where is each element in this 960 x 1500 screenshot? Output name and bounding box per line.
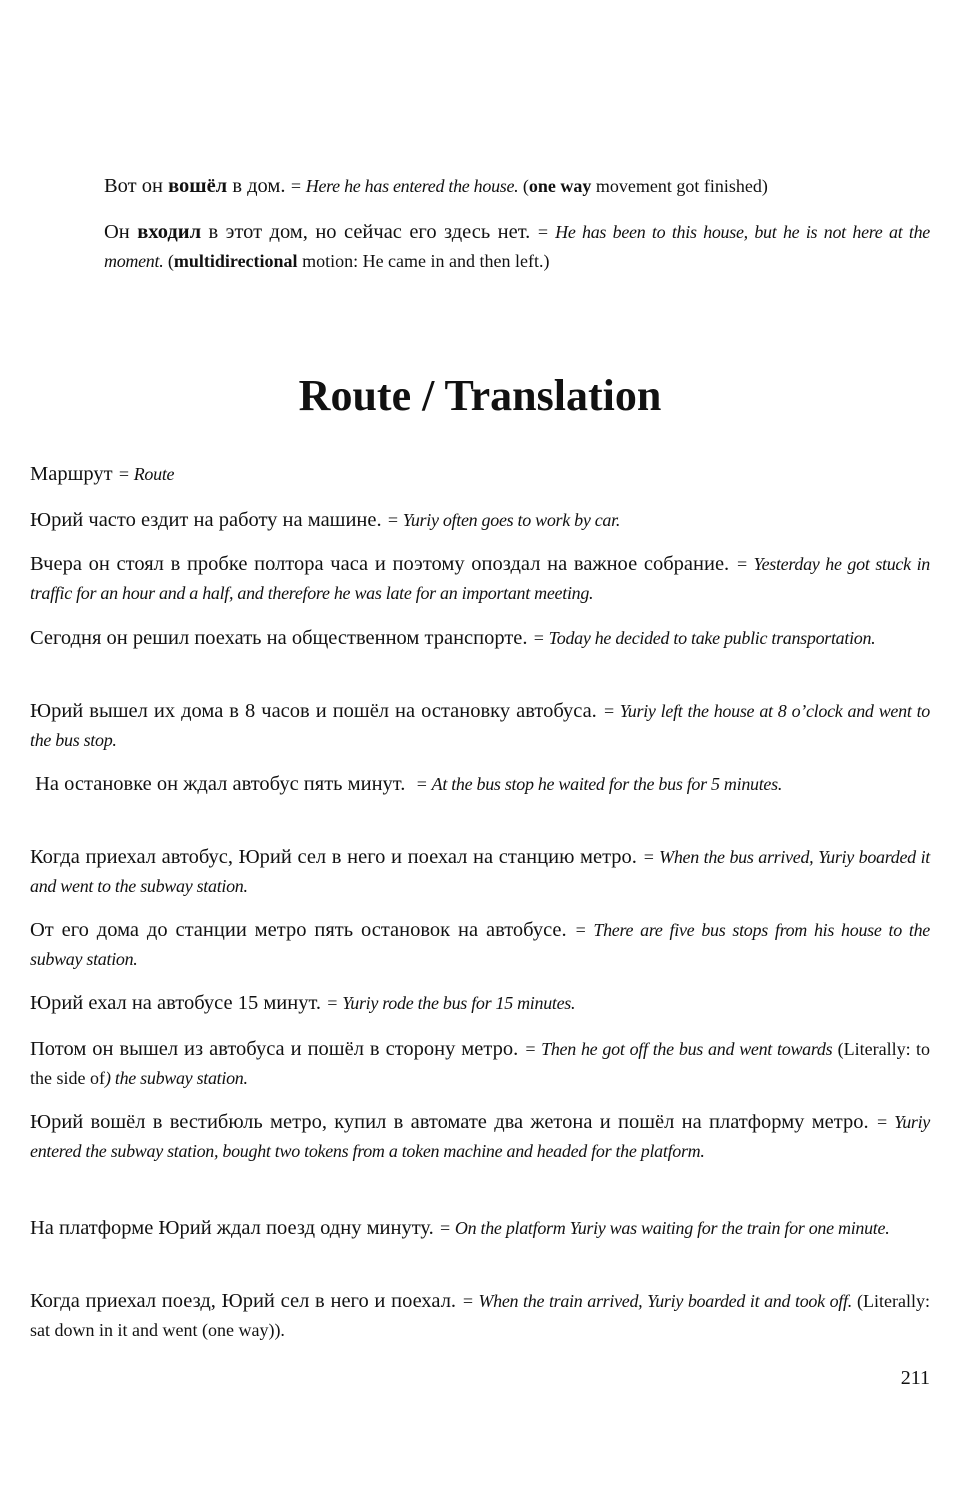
note-bold: one way	[528, 176, 592, 196]
line-8	[30, 989, 930, 1018]
ru-text: Юрий вышел их дома в 8 часов и пошёл на остановку автобуса.	[30, 700, 603, 722]
en-translation: ) the subway station.	[104, 1068, 248, 1088]
en-translation: = Yuriy often goes to work by car.	[386, 510, 621, 530]
ru-text: Он	[104, 221, 138, 243]
ru-text: Юрий ехал на автобусе 15 минут.	[30, 992, 327, 1014]
en-translation: = Then he got off the bus and went towards	[524, 1039, 833, 1059]
line-4	[30, 697, 930, 755]
ru-text: Когда приехал автобус, Юрий сел в него и поехал на станцию метро.	[30, 846, 643, 868]
note: motion: He came in and then left.)	[297, 251, 550, 271]
ru-text: в дом.	[227, 175, 286, 197]
line-1	[30, 506, 930, 535]
line-5	[30, 770, 930, 799]
line-7	[30, 916, 930, 974]
line-10	[30, 1108, 930, 1166]
ru-text: Юрий часто ездит на работу на машине.	[30, 509, 387, 531]
page-number: 211	[900, 1367, 930, 1389]
note: (Literally: to the side of	[30, 1039, 930, 1088]
ru-text: На остановке он ждал автобус пять минут.	[30, 773, 416, 795]
ru-text: Юрий вошёл в вестибюль метро, купил в автомате два жетона и пошёл на платформу метро.	[30, 1111, 876, 1133]
ru-text: От его дома до станции метро пять остановок на автобусе.	[30, 919, 575, 941]
note-bold: multidirectional	[173, 251, 298, 271]
note: movement got finished)	[591, 176, 768, 196]
line-3	[30, 624, 930, 653]
en-translation: = Today he decided to take public transportation.	[532, 628, 876, 648]
ru-text: Сегодня он решил поехать на общественном транспорте.	[30, 627, 533, 649]
en-translation: = Route	[117, 464, 175, 484]
en-translation: = When the train arrived, Yuriy boarded it and took off.	[461, 1291, 852, 1311]
section-title: Route / Translation	[298, 371, 662, 420]
ru-text: Вчера он стоял в пробке полтора часа и поэтому опоздал на важное собрание.	[30, 553, 736, 575]
line-12	[30, 1287, 930, 1345]
note: (	[518, 176, 529, 196]
ru-text: Вот он	[104, 175, 169, 197]
en-translation: = Yuriy left the house at 8 o’clock and went to the bus stop.	[30, 701, 931, 750]
ru-text: Когда приехал поезд, Юрий сел в него и поехал.	[30, 1290, 462, 1312]
note: (Literally: sat down in it and went (one way)).	[30, 1291, 931, 1340]
intro-sentence-2	[104, 218, 930, 276]
en-translation: = He has been to this house, but he is not here at the moment.	[104, 222, 930, 271]
en-translation: = Yesterday he got stuck in traffic for an hour and a half, and therefore he was late for an important meeting.	[30, 554, 930, 603]
ru-text: в этот дом, но сейчас его здесь нет.	[201, 221, 531, 243]
line-6	[30, 843, 930, 901]
en-translation: = Yuriy entered the subway station, bought two tokens from a token machine and headed for the platform.	[30, 1112, 930, 1161]
line-9	[30, 1035, 930, 1093]
intro-sentence-1	[104, 172, 930, 201]
note: (	[163, 251, 174, 271]
ru-text: Потом он вышел из автобуса и пошёл в сторону метро.	[30, 1038, 525, 1060]
en-translation: = At the bus stop he waited for the bus for 5 minutes.	[415, 774, 783, 794]
line-11	[30, 1214, 930, 1243]
ru-bold: входил	[137, 221, 202, 243]
en-translation: = On the platform Yuriy was waiting for the train for one minute.	[438, 1218, 890, 1238]
en-translation: = When the bus arrived, Yuriy boarded it and went to the subway station.	[30, 847, 930, 896]
ru-text: Маршрут	[30, 463, 118, 485]
en-translation: = Here he has entered the house.	[285, 176, 519, 196]
ru-text: На платформе Юрий ждал поезд одну минуту.	[30, 1217, 439, 1239]
en-translation: = There are five bus stops from his house to the subway station.	[30, 920, 930, 969]
line-0	[30, 460, 930, 489]
line-2	[30, 550, 930, 608]
en-translation: = Yuriy rode the bus for 15 minutes.	[326, 993, 576, 1013]
ru-bold: вошёл	[168, 175, 228, 197]
